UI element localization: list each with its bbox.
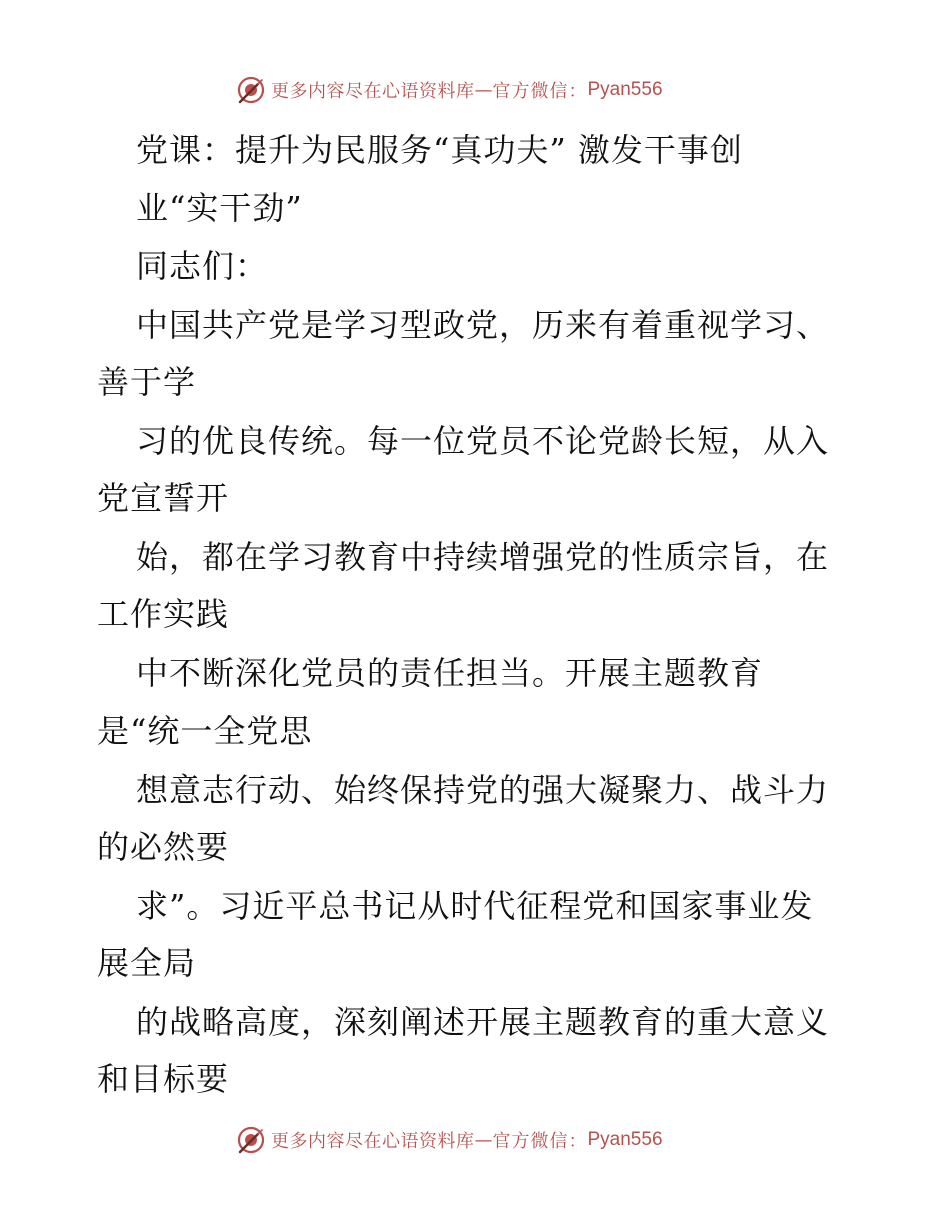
body-line: 是“统一全党思 <box>97 712 313 750</box>
body-line: 党宣誓开 <box>97 479 230 517</box>
body-line: 工作实践 <box>97 595 230 633</box>
body-line: 求”。习近平总书记从时代征程党和国家事业发 <box>136 887 814 925</box>
footer-watermark <box>236 1122 663 1158</box>
logo-icon <box>236 75 266 105</box>
body-line: 善于学 <box>97 363 197 401</box>
salutation: 同志们： <box>136 247 269 285</box>
body-line: 习的优良传统。每一位党员不论党龄长短，从入 <box>136 422 830 460</box>
header-watermark <box>236 72 663 108</box>
body-line: 和目标要 <box>97 1060 230 1098</box>
watermark-label: 官方微信： <box>492 1131 588 1152</box>
watermark-text: 更多内容尽在心语资料库 <box>271 81 475 102</box>
body-line: 展全局 <box>97 944 197 982</box>
title-line-2: 业“实干劲” <box>136 189 303 227</box>
watermark-separator: — <box>474 79 493 101</box>
body-line: 想意志行动、始终保持党的强大凝聚力、战斗力 <box>136 771 830 809</box>
title-line-1: 党课：提升为民服务“真功夫” 激发干事创 <box>136 131 743 169</box>
logo-icon <box>236 1125 266 1155</box>
watermark-id: Pyan556 <box>587 1129 663 1150</box>
body-line: 的战略高度，深刻阐述开展主题教育的重大意义 <box>136 1003 830 1041</box>
watermark-text: 更多内容尽在心语资料库 <box>271 1131 475 1152</box>
watermark-label: 官方微信： <box>492 81 588 102</box>
watermark-separator: — <box>474 1129 493 1151</box>
body-line: 始，都在学习教育中持续增强党的性质宗旨，在 <box>136 538 830 576</box>
body-line: 中不断深化党员的责任担当。开展主题教育 <box>136 654 764 692</box>
watermark-id: Pyan556 <box>587 79 663 100</box>
body-line: 中国共产党是学习型政党，历来有着重视学习、 <box>136 306 830 344</box>
body-line: 的必然要 <box>97 828 230 866</box>
